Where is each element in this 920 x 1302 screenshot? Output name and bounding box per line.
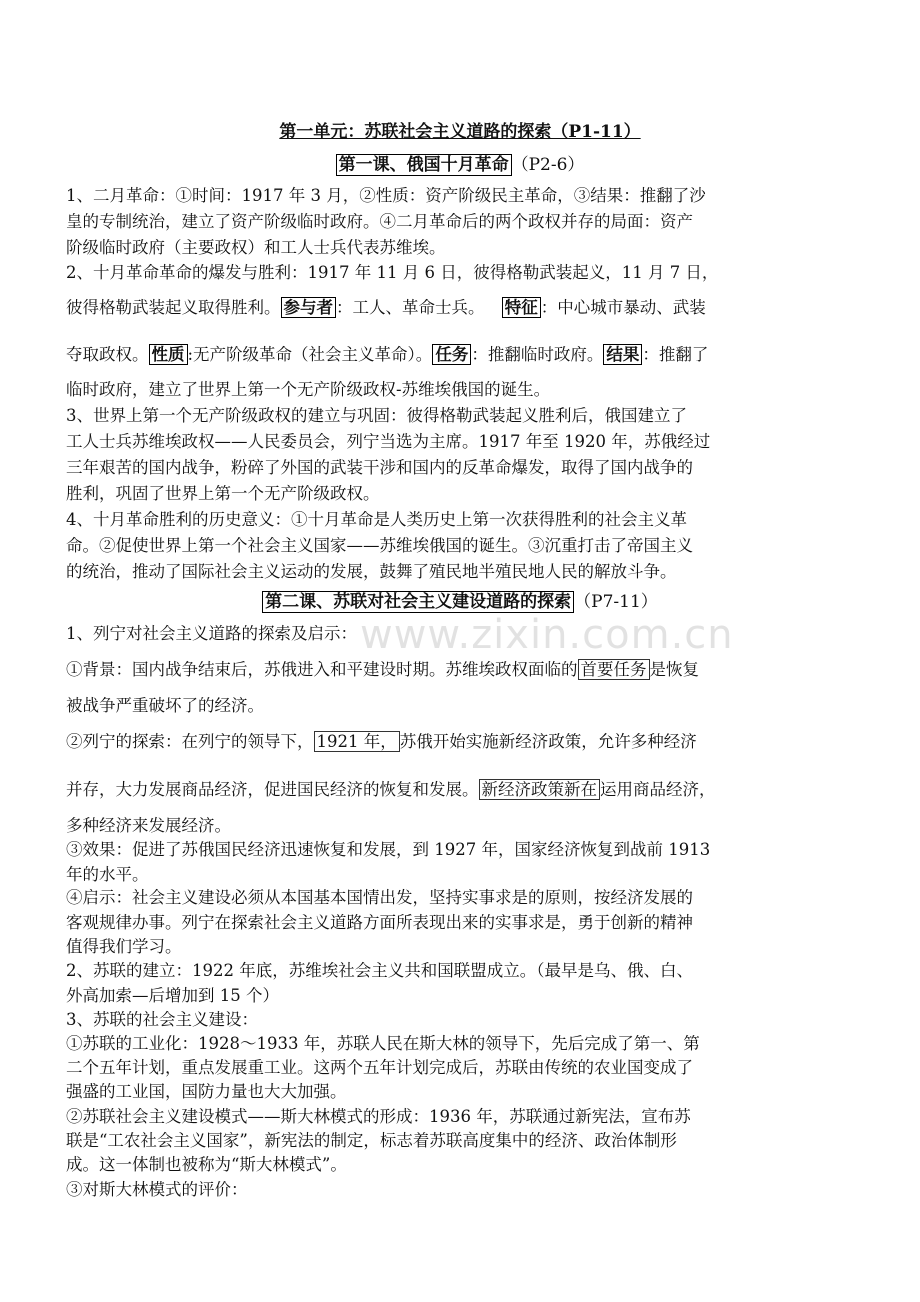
text-line: 2、十月革命革命的爆发与胜利：1917 年 11 月 6 日，彼得格勒武装起义，11 月 7 日， [66, 263, 719, 282]
label-features: 特征 [502, 297, 541, 318]
lesson1-pages: （P2-6） [511, 155, 585, 175]
text-line: 年的水平。 [66, 865, 149, 884]
text-line: 胜利，巩固了世界上第一个无产阶级政权。 [66, 484, 380, 503]
text-line: 多种经济来发展经济。 [66, 816, 231, 835]
text-line: 临时政府，建立了世界上第一个无产阶级政权-苏维埃俄国的诞生。 [66, 380, 551, 399]
text-line: 命。②促使世界上第一个社会主义国家——苏维埃俄国的诞生。③沉重打击了帝国主义 [66, 536, 693, 555]
lesson2-title: 第二课、苏联对社会主义建设道路的探索 [262, 591, 574, 613]
text-line: 成。这一体制也被称为“斯大林模式”。 [66, 1155, 347, 1174]
text-line: 工人士兵苏维埃政权——人民委员会，列宁当选为主席。1917 年至 1920 年，苏俄经过 [66, 432, 711, 451]
text-span: 夺取政权。 [66, 345, 149, 364]
lesson1-heading [0, 150, 920, 175]
text-line: 值得我们学习。 [66, 937, 182, 956]
text-line: ①苏联的工业化：1928～1933 年，苏联人民在斯大林的领导下，先后完成了第一、第 [66, 1034, 700, 1053]
text-line: ③效果：促进了苏俄国民经济迅速恢复和发展，到 1927 年，国家经济恢复到战前 1913 [66, 840, 711, 859]
text-span: 并存，大力发展商品经济，促进国民经济的恢复和发展。 [66, 780, 479, 799]
text-line: 阶级临时政府（主要政权）和工人士兵代表苏维埃。 [66, 238, 446, 257]
lesson1-title: 第一课、俄国十月革命 [336, 154, 512, 176]
text-line: 三年艰苦的国内战争，粉碎了外国的武装干涉和国内的反革命爆发，取得了国内战争的 [66, 458, 693, 477]
text-line: 强盛的工业国，国防力量也大大加强。 [66, 1082, 347, 1101]
text-span: ：中心城市暴动、武装 [540, 298, 706, 317]
text-line: 外高加索—后增加到 15 个） [66, 986, 279, 1005]
text-line [66, 778, 716, 802]
boxed-term-1921: 1921 年， [314, 731, 400, 752]
text-span: ：推翻临时政府。 [471, 345, 604, 364]
text-line: 的统治，推动了国际社会主义运动的发展，鼓舞了殖民地半殖民地人民的解放斗争。 [66, 562, 677, 581]
text-line [66, 730, 697, 754]
unit-title: 第一单元：苏联社会主义道路的探索（P1-11） [279, 122, 641, 142]
label-nature: 性质 [149, 344, 188, 365]
label-result: 结果 [603, 344, 642, 365]
text-span: 彼得格勒武装起义取得胜利。 [66, 298, 281, 317]
text-line: 3、苏联的社会主义建设： [66, 1010, 258, 1029]
text-line: ④启示：社会主义建设必须从本国基本国情出发，坚持实事求是的原则，按经济发展的 [66, 888, 693, 907]
text-span: ：工人、革命士兵。 [336, 298, 485, 317]
label-participants: 参与者 [281, 297, 337, 318]
text-line: ②苏联社会主义建设模式——斯大林模式的形成：1936 年，苏联通过新宪法，宣布苏 [66, 1107, 691, 1126]
lesson2-heading [0, 587, 920, 612]
text-line [66, 343, 708, 367]
boxed-term-primary-task: 首要任务 [578, 659, 650, 680]
text-line: 1、列宁对社会主义道路的探索及启示： [66, 624, 357, 643]
text-line: 联是“工农社会主义国家”，新宪法的制定，标志着苏联高度集中的经济、政治体制形 [66, 1131, 677, 1150]
text-line: 二个五年计划，重点发展重工业。这两个五年计划完成后，苏联由传统的农业国变成了 [66, 1058, 693, 1077]
text-line [66, 658, 699, 682]
text-span: ：推翻了 [642, 345, 709, 364]
label-task: 任务 [432, 344, 471, 365]
text-line: 被战争严重破坏了的经济。 [66, 696, 264, 715]
text-line: 1、二月革命：①时间：1917 年 3 月，②性质：资产阶级民主革命，③结果：推翻了沙 [66, 186, 706, 205]
text-span: ①背景：国内战争结束后，苏俄进入和平建设时期。苏维埃政权面临的 [66, 660, 578, 679]
text-line: 3、世界上第一个无产阶级政权的建立与巩固：彼得格勒武装起义胜利后，俄国建立了 [66, 406, 687, 425]
text-line [66, 296, 706, 320]
boxed-term-nep: 新经济政策新在 [479, 779, 601, 800]
text-span: 运用商品经济， [600, 780, 716, 799]
text-line: 2、苏联的建立：1922 年底，苏维埃社会主义共和国联盟成立。（最早是乌、俄、白、 [66, 961, 693, 980]
text-span: ②列宁的探索：在列宁的领导下， [66, 732, 314, 751]
text-span: 苏俄开始实施新经济政策，允许多种经济 [399, 732, 697, 751]
text-line: 皇的专制统治，建立了资产阶级临时政府。④二月革命后的两个政权并存的局面：资产 [66, 212, 693, 231]
text-span: :无产阶级革命（社会主义革命）。 [187, 345, 433, 364]
text-line: 客观规律办事。列宁在探索社会主义道路方面所表现出来的实事求是，勇于创新的精神 [66, 913, 693, 932]
watermark: www.zixin.com.cn [360, 612, 734, 658]
text-line: ③对斯大林模式的评价： [66, 1180, 248, 1199]
text-span: 是恢复 [649, 660, 699, 679]
text-line: 4、十月革命胜利的历史意义：①十月革命是人类历史上第一次获得胜利的社会主义革 [66, 510, 687, 529]
lesson2-pages: （P7-11） [574, 592, 658, 612]
